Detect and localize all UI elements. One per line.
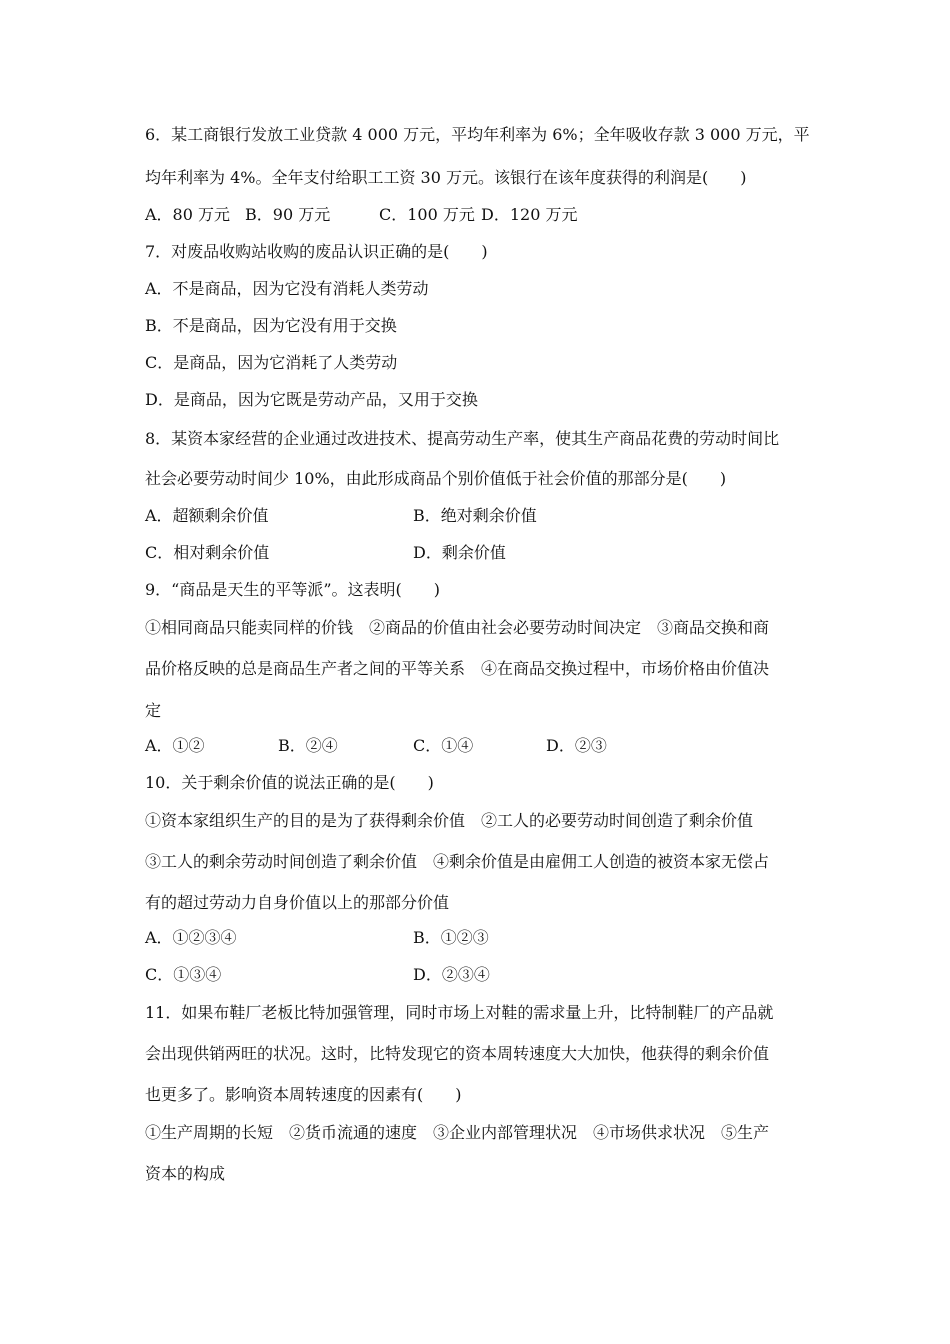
q6-line-2: 均年利率为 4%。全年支付给职工工资 30 万元。该银行在该年度获得的利润是( )	[145, 168, 747, 187]
q11-line-5: 资本的构成	[145, 1164, 226, 1183]
q10-option-b: B．①②③	[413, 928, 489, 947]
q6-option-a: A．80 万元	[145, 205, 231, 224]
q10-stem: 10．关于剩余价值的说法正确的是( )	[145, 773, 434, 792]
q11-line-4: ①生产周期的长短 ②货币流通的速度 ③企业内部管理状况 ④市场供求状况 ⑤生产	[145, 1123, 770, 1142]
q8-line-1: 8．某资本家经营的企业通过改进技术、提高劳动生产率，使其生产商品花费的劳动时间比	[145, 429, 780, 448]
q9-line-3: 定	[145, 701, 162, 720]
q9-option-b: B．②④	[278, 736, 338, 755]
q10-option-d: D．②③④	[413, 965, 490, 984]
q10-line-2: ③工人的剩余劳动时间创造了剩余价值 ④剩余价值是由雇佣工人创造的被资本家无偿占	[145, 852, 770, 871]
q9-line-2: 品价格反映的总是商品生产者之间的平等关系 ④在商品交换过程中，市场价格由价值决	[145, 659, 770, 678]
q9-stem: 9．“商品是天生的平等派”。这表明( )	[145, 580, 441, 599]
q8-option-b: B．绝对剩余价值	[413, 506, 537, 525]
q11-line-2: 会出现供销两旺的状况。这时，比特发现它的资本周转速度大大加快，他获得的剩余价值	[145, 1044, 770, 1063]
q7-option-b: B．不是商品，因为它没有用于交换	[145, 316, 397, 335]
q10-option-a: A．①②③④	[145, 928, 237, 947]
q8-option-a: A．超额剩余价值	[145, 506, 269, 525]
q9-option-a: A．①②	[145, 736, 205, 755]
q11-line-3: 也更多了。影响资本周转速度的因素有( )	[145, 1085, 462, 1104]
q9-option-d: D．②③	[546, 736, 607, 755]
q7-option-d: D．是商品，因为它既是劳动产品，又用于交换	[145, 390, 478, 409]
q10-option-c: C．①③④	[145, 965, 222, 984]
q6-line-1: 6．某工商银行发放工业贷款 4 000 万元，平均年利率为 6%；全年吸收存款 3 000 万元，平	[145, 125, 810, 144]
q8-line-2: 社会必要劳动时间少 10%，由此形成商品个别价值低于社会价值的那部分是( )	[145, 469, 727, 488]
q10-line-1: ①资本家组织生产的目的是为了获得剩余价值 ②工人的必要劳动时间创造了剩余价值	[145, 811, 754, 830]
q11-line-1: 11．如果布鞋厂老板比特加强管理，同时市场上对鞋的需求量上升，比特制鞋厂的产品就	[145, 1003, 774, 1022]
q10-line-3: 有的超过劳动力自身价值以上的那部分价值	[145, 893, 450, 912]
q7-stem: 7．对废品收购站收购的废品认识正确的是( )	[145, 242, 488, 261]
q6-option-b: B．90 万元	[245, 205, 331, 224]
q7-option-c: C．是商品，因为它消耗了人类劳动	[145, 353, 398, 372]
q8-option-c: C．相对剩余价值	[145, 543, 270, 562]
q7-option-a: A．不是商品，因为它没有消耗人类劳动	[145, 279, 429, 298]
q6-option-c: C．100 万元	[379, 205, 475, 224]
q9-line-1: ①相同商品只能卖同样的价钱 ②商品的价值由社会必要劳动时间决定 ③商品交换和商	[145, 618, 770, 637]
q8-option-d: D．剩余价值	[413, 543, 506, 562]
q6-option-d: D．120 万元	[481, 205, 578, 224]
q9-option-c: C．①④	[413, 736, 474, 755]
